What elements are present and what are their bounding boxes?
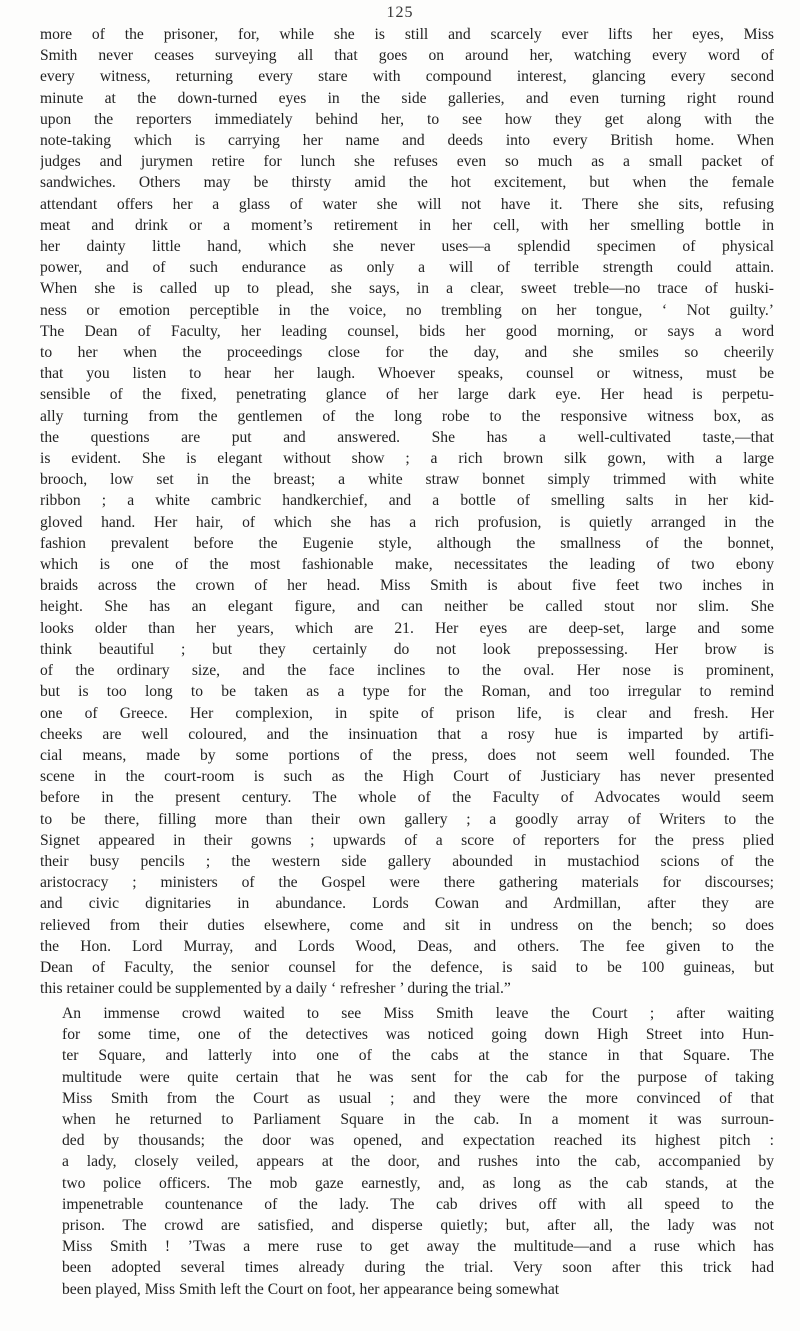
text-line: relieved from their duties elsewhere, come and sit in undress on the bench; so does (40, 916, 774, 934)
text-line: this retainer could be supplemented by a daily ‘ refresher ’ during the trial.” (40, 980, 511, 998)
text-line: ter Square, and latterly into one of the cabs at the stance in that Square. The (62, 1047, 774, 1065)
text-line: when he returned to Parliament Square in the cab. In a moment it was surroun- (62, 1111, 774, 1129)
text-line: gloved hand. Her hair, of which she has a rich profusion, is quietly arranged in the (40, 513, 774, 531)
text-line: ness or emotion perceptible in the voice, no trembling on her tongue, ‘ Not guilty.’ (40, 301, 774, 319)
text-line: been played, Miss Smith left the Court on foot, her appearance being somewhat (62, 1280, 560, 1298)
text-line: Signet appeared in their gowns ; upwards of a score of reporters for the press plied (40, 831, 774, 849)
text-line: sensible of the fixed, penetrating glance of her large dark eye. Her head is perpetu- (40, 386, 774, 404)
text-line: ded by thousands; the door was opened, and expectation reached its highest pitch : (62, 1132, 774, 1150)
text-line: before in the present century. The whole of the Faculty of Advocates would seem (40, 789, 774, 807)
text-line: of the ordinary size, and the face inclines to the oval. Her nose is prominent, (40, 662, 774, 680)
text-line: sandwiches. Others may be thirsty amid the hot excitement, but when the female (40, 174, 774, 192)
text-line: When she is called up to plead, she says, in a clear, sweet treble—no trace of huski- (40, 280, 774, 298)
text-line: multitude were quite certain that he was sent for the cab for the purpose of taking (62, 1068, 774, 1086)
text-line: been adopted several times already during the trial. Very soon after this trick had (62, 1259, 774, 1277)
text-line: aristocracy ; ministers of the Gospel were there gathering materials for discourses; (40, 874, 774, 892)
text-line: Miss Smith ! ’Twas a mere ruse to get away the multitude—and a ruse which has (62, 1238, 774, 1256)
text-line: the questions are put and answered. She has a well-cultivated taste,—that (40, 428, 774, 446)
text-line: and civic dignitaries in abundance. Lords Cowan and Ardmillan, after they are (40, 895, 774, 913)
text-line: a lady, closely veiled, appears at the door, and rushes into the cab, accompanied by (62, 1153, 774, 1171)
text-line: but is too long to be taken as a type for the Roman, and too irregular to remind (40, 683, 774, 701)
paragraph-trial-description (40, 24, 774, 999)
text-line: note-taking which is carrying her name and deeds into every British home. When (40, 132, 774, 150)
text-line: attendant offers her a glass of water she will not have it. There she sits, refusing (40, 195, 774, 213)
text-line: ribbon ; a white cambric handkerchief, and a bottle of smelling salts in her kid- (40, 492, 774, 510)
text-line: ally turning from the gentlemen of the long robe to the responsive witness box, as (40, 407, 774, 425)
text-line: to her when the proceedings close for the day, and she smiles so cheerily (40, 344, 774, 362)
text-line: her dainty little hand, which she never uses—a splendid specimen of physical (40, 238, 774, 256)
text-line: which is one of the most fashionable make, necessitates the leading of two ebony (40, 556, 774, 574)
text-line: one of Greece. Her complexion, in spite of prison life, is clear and fresh. Her (40, 704, 774, 722)
text-line: looks older than her years, which are 21. Her eyes are deep-set, large and some (40, 619, 774, 637)
text-line: braids across the crown of her head. Miss Smith is about five feet two inches in (40, 577, 774, 595)
text-line: Smith never ceases surveying all that goes on around her, watching every word of (40, 47, 774, 65)
text-line: is evident. She is elegant without show ; a rich brown silk gown, with a large (40, 450, 774, 468)
text-line: cial means, made by some portions of the press, does not seem well founded. The (40, 746, 774, 764)
text-line: meat and drink or a moment’s retirement in her cell, with her smelling bottle in (40, 216, 774, 234)
text-line: their busy pencils ; the western side gallery abounded in mustachiod scions of the (40, 852, 774, 870)
text-line: minute at the down-turned eyes in the side galleries, and even turning right round (40, 89, 774, 107)
text-line: to be there, filling more than their own gallery ; a goodly array of Writers to the (40, 810, 774, 828)
text-line: impenetrable countenance of the lady. The cab drives off with all speed to the (62, 1195, 774, 1213)
text-line: Miss Smith from the Court as usual ; and they were the more convinced of that (62, 1089, 774, 1107)
text-line: upon the reporters immediately behind her, to see how they get along with the (40, 110, 774, 128)
text-line: brooch, low set in the breast; a white straw bonnet simply trimmed with white (40, 471, 774, 489)
text-line: every witness, returning every stare with compound interest, glancing every second (40, 68, 774, 86)
text-line: two police officers. The mob gaze earnestly, and, as long as the cab stands, at the (62, 1174, 774, 1192)
text-line: Dean of Faculty, the senior counsel for the defence, is said to be 100 guineas, but (40, 958, 774, 976)
text-line: fashion prevalent before the Eugenie style, although the smallness of the bonnet, (40, 534, 774, 552)
text-line: for some time, one of the detectives was noticed going down High Street into Hun- (62, 1026, 774, 1044)
text-line: scene in the court-room is such as the High Court of Justiciary has never presented (40, 768, 774, 786)
text-line: prison. The crowd are satisfied, and disperse quietly; but, after all, the lady was not (62, 1217, 774, 1235)
text-line: power, and of such endurance as only a will of terrible strength could attain. (40, 259, 774, 277)
text-line: cheeks are well coloured, and the insinuation that a rosy hue is imparted by artifi- (40, 725, 774, 743)
text-line: An immense crowd waited to see Miss Smith leave the Court ; after waiting (62, 1005, 774, 1022)
text-line: think beautiful ; but they certainly do not look prepossessing. Her brow is (40, 640, 774, 658)
text-line: the Hon. Lord Murray, and Lords Wood, Deas, and others. The fee given to the (40, 937, 774, 955)
text-line: judges and jurymen retire for lunch she refuses even so much as a small packet of (40, 153, 774, 171)
text-line: The Dean of Faculty, her leading counsel, bids her good morning, or says a word (40, 322, 774, 340)
text-line: more of the prisoner, for, while she is still and scarcely ever lifts her eyes, Miss (40, 26, 774, 43)
paragraph-crowd-ruse (40, 1003, 774, 1300)
page-number: 125 (386, 4, 414, 21)
text-line: height. She has an elegant figure, and can neither be called stout nor slim. She (40, 598, 774, 616)
text-line: that you listen to hear her laugh. Whoever speaks, counsel or witness, must be (40, 365, 774, 383)
